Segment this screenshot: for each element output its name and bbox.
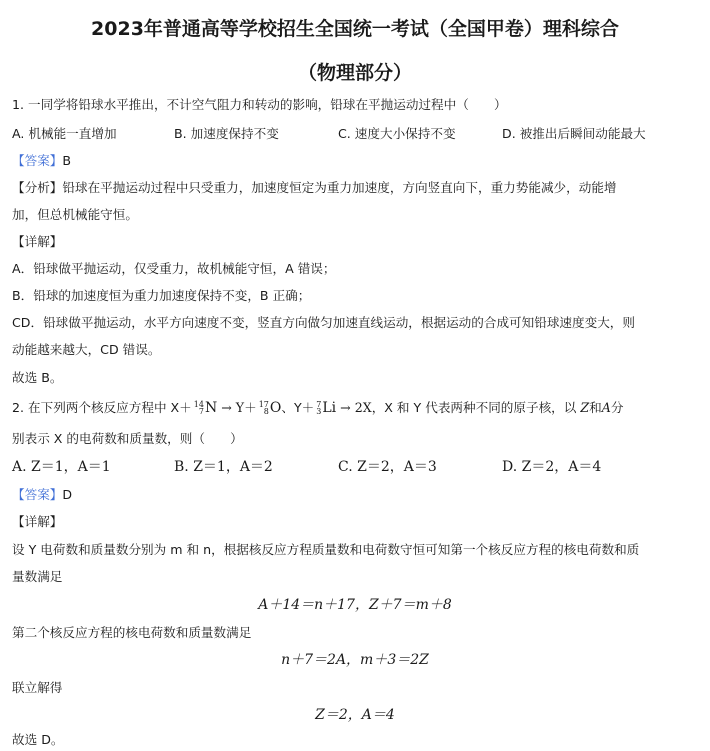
q1-detail-a: A．铅球做平抛运动，仅受重力，故机械能守恒，A 错误；: [12, 261, 336, 276]
answer-value: D: [62, 487, 73, 502]
q2-equation-2: n＋7＝2A，m＋3＝2Z: [281, 652, 429, 668]
charge-number: 7: [198, 407, 204, 416]
q2-option-b: B. Z＝1，A＝2: [174, 459, 273, 475]
nuclide-oxygen: [257, 398, 282, 418]
analysis-label: 【分析】: [12, 180, 63, 195]
q2-conclusion: 故选 D。: [12, 732, 64, 747]
answer-value: B: [62, 153, 72, 168]
q1-answer: [12, 151, 702, 171]
q1-detail-b: B．铅球的加速度恒为重力加速度保持不变，B 正确；: [12, 288, 311, 303]
q2-detail-line-3: 第二个核反应方程的核电荷数和质量数满足: [12, 625, 252, 640]
symbol-a: A: [601, 400, 611, 415]
q2-stem-part: ，X 和 Y 代表两种不同的原子核，以: [371, 400, 577, 415]
analysis-text: 铅球在平抛运动过程中只受重力，加速度恒定为重力加速度，方向竖直向下，重力势能减少，动能增: [62, 180, 617, 195]
nuclide-lithium: [314, 398, 336, 418]
symbol-z: Z: [580, 400, 590, 415]
nuclide-nitrogen: [192, 398, 217, 418]
element-symbol: N: [204, 400, 218, 416]
mass-number: 14: [193, 400, 204, 409]
answer-label: 【答案】: [12, 487, 63, 502]
reaction-arrow: → 2X: [340, 400, 372, 415]
reaction-arrow: → Y＋: [221, 400, 257, 415]
q2-detail-line-2: 量数满足: [12, 569, 63, 584]
page-title: 2023年普通高等学校招生全国统一考试（全国甲卷）理科综合: [91, 18, 619, 40]
answer-label: 【答案】: [12, 153, 63, 168]
q2-stem-line-2: 别表示 X 的电荷数和质量数，则（ ）: [12, 431, 243, 446]
charge-number: 8: [263, 407, 269, 416]
q2-stem-part: 2. 在下列两个核反应方程中 X＋: [12, 400, 192, 415]
q2-detail-line-1: 设 Y 电荷数和质量数分别为 m 和 n，根据核反应方程质量数和电荷数守恒可知第一个核反应方程的核电荷数和质: [12, 542, 640, 557]
q1-analysis-line-2: 加，但总机械能守恒。: [12, 207, 138, 222]
q2-stem-part: 和: [589, 400, 602, 415]
q1-detail-label: 【详解】: [12, 234, 63, 249]
q2-detail-label: 【详解】: [12, 514, 63, 529]
separator: 、Y＋: [281, 400, 315, 415]
q1-option-b: B. 加速度保持不变: [174, 126, 279, 141]
element-symbol: Li: [322, 400, 337, 416]
element-symbol: O: [269, 400, 282, 416]
q2-option-a: A. Z＝1，A＝1: [12, 459, 111, 475]
q2-equation-1: A＋14＝n＋17，Z＋7＝m＋8: [258, 597, 452, 613]
q2-answer: [12, 485, 702, 505]
mass-number: 7: [316, 400, 322, 409]
q1-analysis-line-1: [12, 178, 702, 198]
q2-equation-3: Z＝2，A＝4: [315, 707, 395, 723]
charge-number: 3: [316, 407, 322, 416]
page-subtitle: （物理部分）: [297, 62, 412, 84]
q1-stem: 1. 一同学将铅球水平推出，不计空气阻力和转动的影响，铅球在平抛运动过程中（ ）: [12, 97, 507, 112]
q1-option-a: A. 机械能一直增加: [12, 126, 117, 141]
q2-option-c: C. Z＝2，A＝3: [338, 459, 437, 475]
q2-option-d: D. Z＝2，A＝4: [502, 459, 602, 475]
q2-stem-part: 分: [610, 400, 624, 415]
q1-option-d: D. 被推出后瞬间动能最大: [502, 126, 646, 141]
q2-stem-line-1: [12, 398, 702, 418]
q1-option-c: C. 速度大小保持不变: [338, 126, 456, 141]
q2-detail-line-4: 联立解得: [12, 680, 63, 695]
q1-detail-cd-line-2: 动能越来越大，CD 错误。: [12, 342, 161, 357]
mass-number: 17: [258, 400, 269, 409]
q1-conclusion: 故选 B。: [12, 370, 63, 385]
q1-detail-cd-line-1: CD．铅球做平抛运动，水平方向速度不变，竖直方向做匀加速直线运动，根据运动的合成可知铅球速度变大，则: [12, 315, 635, 330]
